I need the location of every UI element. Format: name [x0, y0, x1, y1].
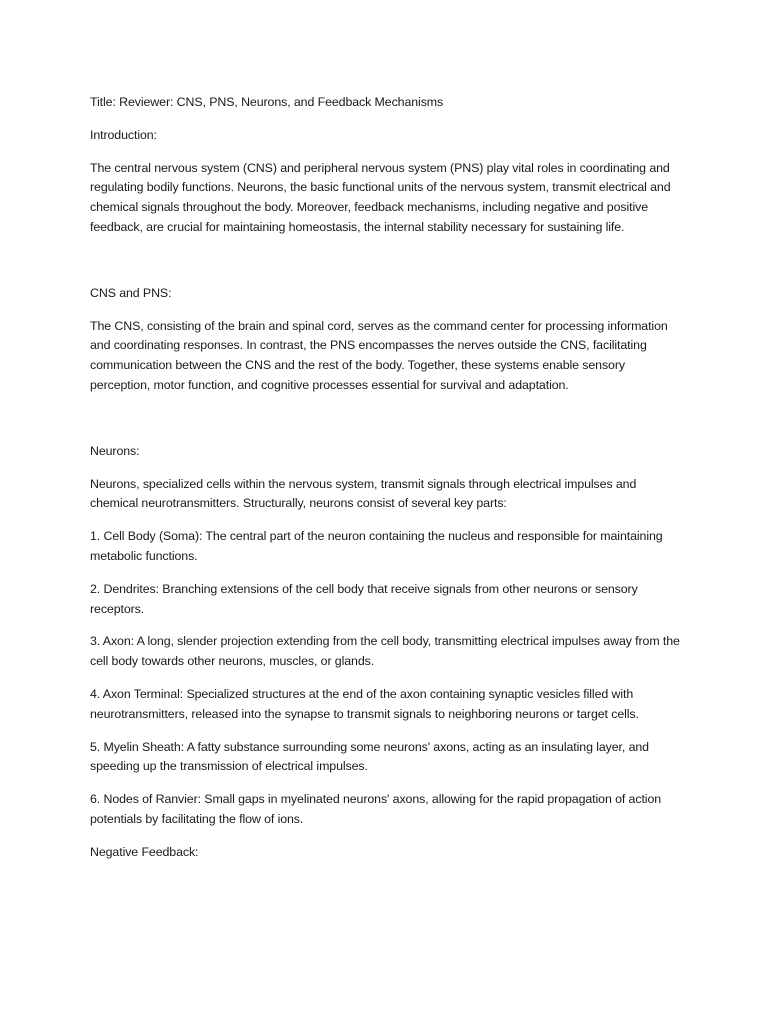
introduction-paragraph: The central nervous system (CNS) and peripheral nervous system (PNS) play vital roles in coordinating and regulating bodily functions. Neurons, the basic functional units of the nervous system, transmit electrical and chemical signals throughout the body. Moreover, feedback mechanisms, including negative and positive feedback, are crucial for maintaining homeostasis, the internal stability necessary for sustaining life.	[90, 160, 671, 234]
neuron-part-item: 6. Nodes of Ranvier: Small gaps in myelinated neurons' axons, allowing for the rapid propagation of action potentials by facilitating the flow of ions.	[90, 792, 662, 826]
neuron-part-item: 2. Dendrites: Branching extensions of the cell body that receive signals from other neurons or sensory receptors.	[90, 581, 638, 616]
neurons-paragraph: Neurons, specialized cells within the nervous system, transmit signals through electrical impulses and chemical neurotransmitters. Structurally, neurons consist of several key parts:	[90, 476, 637, 511]
document-title: Title: Reviewer: CNS, PNS, Neurons, and Feedback Mechanisms	[90, 95, 444, 109]
section-heading-neurons: Neurons:	[90, 443, 140, 458]
cns-pns-paragraph: The CNS, consisting of the brain and spinal cord, serves as the command center for processing information and coordinating responses. In contrast, the PNS encompasses the nerves outside the CNS, facilitating communication between the CNS and the rest of the body. Together, these systems enable sensory perception, motor function, and cognitive processes essential for survival and adaptation.	[90, 318, 668, 392]
neuron-part-item: 3. Axon: A long, slender projection extending from the cell body, transmitting electrical impulses away from the cell body towards other neurons, muscles, or glands.	[90, 634, 680, 669]
neuron-part-item: 5. Myelin Sheath: A fatty substance surrounding some neurons' axons, acting as an insulating layer, and speeding up the transmission of electrical impulses.	[90, 739, 649, 774]
section-heading-cns-pns: CNS and PNS:	[90, 285, 172, 300]
section-heading-introduction: Introduction:	[90, 127, 157, 142]
neuron-part-item: 4. Axon Terminal: Specialized structures at the end of the axon containing synaptic vesicles filled with neurotransmitters, released into the synapse to transmit signals to neighboring neurons or target cells.	[90, 686, 639, 721]
section-heading-negative-feedback: Negative Feedback:	[90, 844, 199, 859]
neuron-part-item: 1. Cell Body (Soma): The central part of the neuron containing the nucleus and responsible for maintaining metabolic functions.	[90, 529, 663, 563]
document-body	[90, 93, 680, 876]
